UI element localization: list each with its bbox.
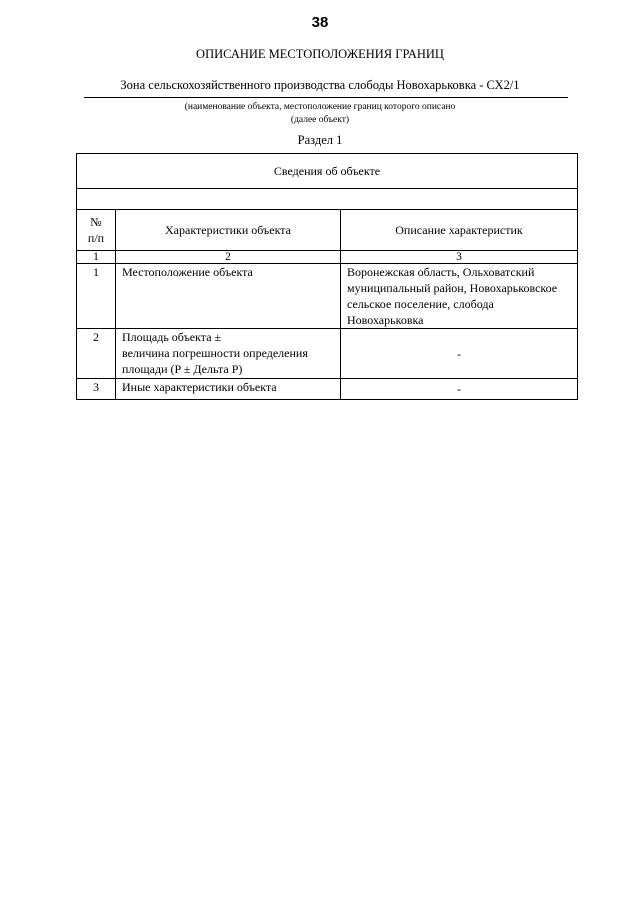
object-name: Зона сельскохозяйственного производства слободы Новохарьковка - СХ2/1: [120, 78, 520, 92]
table-spacer-cell: [77, 189, 578, 210]
column-number: 2: [116, 251, 341, 264]
column-number: 3: [341, 251, 578, 264]
row-characteristic: Площадь объекта ± величина погрешности определения площади (P ± Дельта P): [116, 329, 341, 379]
row-description: -: [341, 329, 578, 379]
table-row: [77, 264, 578, 329]
table-header: Сведения об объекте: [77, 154, 578, 189]
column-header-description: Описание характеристик: [341, 210, 578, 251]
table-spacer-row: [77, 189, 578, 210]
object-caption: [0, 101, 640, 127]
column-number: 1: [77, 251, 116, 264]
row-number: 1: [77, 264, 116, 329]
column-header-num: № п/п: [77, 210, 116, 251]
table-header-row: [77, 154, 578, 189]
document-title: ОПИСАНИЕ МЕСТОПОЛОЖЕНИЯ ГРАНИЦ: [196, 47, 444, 61]
row-number: 2: [77, 329, 116, 379]
column-header-row: [77, 210, 578, 251]
row-number: 3: [77, 379, 116, 400]
caption-line-2: (далее объект): [290, 115, 350, 125]
table-row: [77, 329, 578, 379]
caption-line-1: (наименование объекта, местоположение границ которого описано: [184, 102, 456, 112]
page-number: 38: [311, 14, 329, 31]
row-characteristic: Иные характеристики объекта: [116, 379, 341, 400]
column-number-row: [77, 251, 578, 264]
row-description: Воронежская область, Ольховатский муниципальный район, Новохарьковское сельское поселение, слобода Новохарьковка: [341, 264, 578, 329]
row-description: -: [341, 379, 578, 400]
object-info-table: [76, 153, 578, 400]
section-label: Раздел 1: [297, 133, 343, 147]
row-characteristic: Местоположение объекта: [116, 264, 341, 329]
column-header-characteristic: Характеристики объекта: [116, 210, 341, 251]
table-row: [77, 379, 578, 400]
underline-rule: [84, 97, 568, 98]
